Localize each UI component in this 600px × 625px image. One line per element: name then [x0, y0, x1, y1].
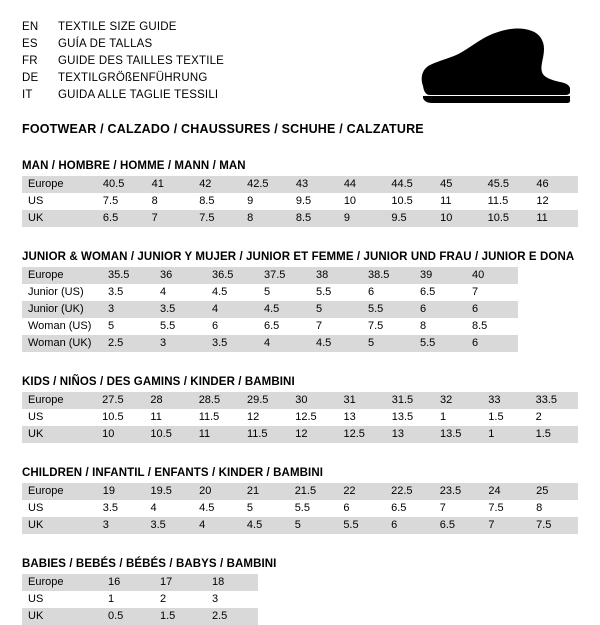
size-cell: 1.5: [482, 409, 529, 426]
size-cell: 21: [241, 483, 289, 500]
size-cell: 8: [530, 500, 578, 517]
size-cell: 2.5: [206, 608, 258, 625]
language-row: [22, 71, 224, 86]
size-cell: 5.5: [289, 500, 338, 517]
size-cell: 6: [466, 301, 518, 318]
size-cell: 9: [241, 193, 290, 210]
size-cell: 2: [530, 409, 578, 426]
table-row: [22, 409, 578, 426]
size-cell: 31.5: [386, 392, 434, 409]
size-cell: 1.5: [530, 426, 578, 443]
size-cell: 40.5: [97, 176, 146, 193]
size-group: [22, 160, 578, 227]
size-group: [22, 467, 578, 534]
size-cell: 42.5: [241, 176, 290, 193]
size-cell: 45: [434, 176, 482, 193]
size-cell: 3.5: [145, 517, 194, 534]
size-cell: 29.5: [241, 392, 289, 409]
size-cell: 5: [289, 517, 338, 534]
size-cell: 44.5: [385, 176, 434, 193]
size-cell: 13: [337, 409, 385, 426]
size-group-title: KIDS / NIÑOS / DES GAMINS / KINDER / BAMBINI: [22, 376, 295, 388]
language-title: GUIDE DES TAILLES TEXTILE: [58, 55, 225, 67]
language-row: [22, 88, 224, 103]
dress-shoe-icon: [382, 22, 572, 108]
size-cell: 9: [338, 210, 386, 227]
size-cell: 19: [97, 483, 145, 500]
table-row: [22, 176, 578, 193]
row-label: Junior (US): [22, 284, 102, 301]
size-cell: 0.5: [102, 608, 154, 625]
size-cell: 3.5: [97, 500, 145, 517]
size-cell: 31: [337, 392, 385, 409]
size-cell: 7.5: [530, 517, 578, 534]
table-row: [22, 335, 518, 352]
row-label: Europe: [22, 574, 102, 591]
size-cell: 44: [338, 176, 386, 193]
size-cell: 12: [530, 193, 578, 210]
size-cell: 10.5: [96, 409, 144, 426]
language-code: ES: [22, 38, 38, 50]
size-cell: 7: [434, 500, 483, 517]
size-cell: 7.5: [97, 193, 146, 210]
size-cell: 6: [362, 284, 414, 301]
size-cell: 11.5: [193, 409, 241, 426]
size-cell: 6: [337, 500, 385, 517]
size-cell: 20: [193, 483, 241, 500]
size-cell: 4: [193, 517, 241, 534]
table-row: [22, 608, 258, 625]
size-cell: 35.5: [102, 267, 154, 284]
size-cell: 39: [414, 267, 466, 284]
size-cell: 1: [482, 426, 529, 443]
size-cell: 4: [154, 284, 206, 301]
size-cell: 8.5: [466, 318, 518, 335]
language-row: [22, 20, 224, 35]
size-cell: 4.5: [241, 517, 289, 534]
language-code: DE: [22, 72, 39, 84]
size-cell: 10.5: [385, 193, 434, 210]
size-cell: 4: [258, 335, 310, 352]
size-cell: 43: [290, 176, 338, 193]
table-row: [22, 392, 578, 409]
size-cell: 38: [310, 267, 362, 284]
size-cell: 11.5: [482, 193, 531, 210]
size-table: [22, 176, 578, 227]
size-cell: 11: [434, 193, 482, 210]
size-cell: 7: [482, 517, 530, 534]
size-group-title: MAN / HOMBRE / HOMME / MANN / MAN: [22, 160, 246, 172]
size-cell: 6: [206, 318, 258, 335]
size-cell: 7: [310, 318, 362, 335]
language-row: [22, 54, 224, 69]
size-cell: 4.5: [193, 500, 241, 517]
language-title: TEXTILGRÖßENFÜHRUNG: [58, 72, 208, 84]
row-label: Europe: [22, 176, 97, 193]
size-cell: 33.5: [530, 392, 578, 409]
size-cell: 4: [206, 301, 258, 318]
size-cell: 10.5: [144, 426, 192, 443]
size-cell: 2: [154, 591, 206, 608]
row-label: Europe: [22, 483, 97, 500]
size-table: [22, 483, 578, 534]
table-row: [22, 426, 578, 443]
size-cell: 25: [530, 483, 578, 500]
row-label: Woman (UK): [22, 335, 102, 352]
size-cell: 4.5: [258, 301, 310, 318]
size-group: [22, 558, 578, 625]
language-title: TEXTILE SIZE GUIDE: [58, 21, 177, 33]
size-table: [22, 392, 578, 443]
size-group-title: CHILDREN / INFANTIL / ENFANTS / KINDER / BAMBINI: [22, 467, 324, 479]
size-cell: 5.5: [154, 318, 206, 335]
size-cell: 32: [434, 392, 482, 409]
size-cell: 28.5: [193, 392, 241, 409]
size-cell: 38.5: [362, 267, 414, 284]
size-cell: 3: [154, 335, 206, 352]
size-cell: 5: [258, 284, 310, 301]
size-cell: 9.5: [290, 193, 338, 210]
size-cell: 4.5: [206, 284, 258, 301]
size-cell: 5.5: [362, 301, 414, 318]
size-cell: 27.5: [96, 392, 144, 409]
row-label: UK: [22, 426, 96, 443]
size-cell: 42: [193, 176, 241, 193]
row-label: US: [22, 500, 97, 517]
size-cell: 3: [97, 517, 145, 534]
size-cell: 28: [144, 392, 192, 409]
size-cell: 6.5: [97, 210, 146, 227]
size-cell: 9.5: [385, 210, 434, 227]
table-row: [22, 483, 578, 500]
language-code: EN: [22, 21, 39, 33]
size-cell: 10: [96, 426, 144, 443]
size-cell: 16: [102, 574, 154, 591]
size-cell: 10: [338, 193, 386, 210]
table-row: [22, 284, 518, 301]
size-cell: 3.5: [154, 301, 206, 318]
size-cell: 18: [206, 574, 258, 591]
row-label: Junior (UK): [22, 301, 102, 318]
row-label: Europe: [22, 392, 96, 409]
row-label: Europe: [22, 267, 102, 284]
size-cell: 11: [530, 210, 578, 227]
size-cell: 30: [289, 392, 337, 409]
language-list: [22, 18, 224, 103]
size-cell: 6.5: [385, 500, 434, 517]
size-cell: 5: [310, 301, 362, 318]
size-cell: 8: [241, 210, 290, 227]
size-cell: 37.5: [258, 267, 310, 284]
size-cell: 8: [146, 193, 194, 210]
page-header: [22, 18, 578, 108]
size-cell: 5.5: [337, 517, 385, 534]
size-cell: 45.5: [482, 176, 531, 193]
size-cell: 12.5: [337, 426, 385, 443]
size-cell: 46: [530, 176, 578, 193]
size-cell: 10.5: [482, 210, 531, 227]
size-cell: 6.5: [434, 517, 483, 534]
size-cell: 3: [102, 301, 154, 318]
table-row: [22, 210, 578, 227]
size-cell: 5: [102, 318, 154, 335]
table-row: [22, 267, 518, 284]
size-group-title: BABIES / BEBÉS / BÉBÉS / BABYS / BAMBINI: [22, 558, 277, 570]
size-cell: 12: [241, 409, 289, 426]
size-cell: 13.5: [434, 426, 482, 443]
size-cell: 3: [206, 591, 258, 608]
size-cell: 21.5: [289, 483, 338, 500]
size-cell: 22.5: [385, 483, 434, 500]
size-cell: 33: [482, 392, 529, 409]
size-cell: 7: [146, 210, 194, 227]
language-title: GUIDA ALLE TAGLIE TESSILI: [58, 89, 219, 101]
size-cell: 12: [289, 426, 337, 443]
row-label: US: [22, 409, 96, 426]
size-cell: 36.5: [206, 267, 258, 284]
language-code: FR: [22, 55, 38, 67]
table-row: [22, 500, 578, 517]
size-group: [22, 376, 578, 443]
size-cell: 6.5: [414, 284, 466, 301]
size-cell: 41: [146, 176, 194, 193]
table-row: [22, 301, 518, 318]
size-cell: 1: [434, 409, 482, 426]
row-label: UK: [22, 210, 97, 227]
size-cell: 8: [414, 318, 466, 335]
page-title: FOOTWEAR / CALZADO / CHAUSSURES / SCHUHE / CALZATURE: [22, 122, 424, 136]
language-code: IT: [22, 89, 33, 101]
size-cell: 10: [434, 210, 482, 227]
size-cell: 7.5: [482, 500, 530, 517]
table-row: [22, 193, 578, 210]
size-cell: 17: [154, 574, 206, 591]
size-cell: 11.5: [241, 426, 289, 443]
size-cell: 13: [386, 426, 434, 443]
row-label: UK: [22, 608, 102, 625]
size-cell: 40: [466, 267, 518, 284]
row-label: US: [22, 591, 102, 608]
size-cell: 3.5: [206, 335, 258, 352]
table-row: [22, 517, 578, 534]
size-cell: 6: [385, 517, 434, 534]
table-row: [22, 574, 258, 591]
size-cell: 5.5: [310, 284, 362, 301]
row-label: US: [22, 193, 97, 210]
size-cell: 5: [362, 335, 414, 352]
size-cell: 13.5: [386, 409, 434, 426]
table-row: [22, 318, 518, 335]
size-cell: 36: [154, 267, 206, 284]
size-cell: 22: [337, 483, 385, 500]
size-cell: 1.5: [154, 608, 206, 625]
language-title: GUÍA DE TALLAS: [58, 38, 153, 50]
size-cell: 6: [466, 335, 518, 352]
size-cell: 7.5: [362, 318, 414, 335]
row-label: Woman (US): [22, 318, 102, 335]
size-cell: 4.5: [310, 335, 362, 352]
language-row: [22, 37, 224, 52]
size-cell: 23.5: [434, 483, 483, 500]
size-cell: 7: [466, 284, 518, 301]
size-cell: 2.5: [102, 335, 154, 352]
size-table: [22, 267, 518, 352]
size-cell: 7.5: [193, 210, 241, 227]
size-cell: 11: [193, 426, 241, 443]
size-cell: 6: [414, 301, 466, 318]
size-group: [22, 251, 578, 352]
size-cell: 8.5: [193, 193, 241, 210]
size-cell: 12.5: [289, 409, 337, 426]
size-cell: 11: [144, 409, 192, 426]
tables-container: [22, 160, 578, 625]
row-label: UK: [22, 517, 97, 534]
size-cell: 4: [145, 500, 194, 517]
size-cell: 24: [482, 483, 530, 500]
size-cell: 1: [102, 591, 154, 608]
size-cell: 3.5: [102, 284, 154, 301]
size-group-title: JUNIOR & WOMAN / JUNIOR Y MUJER / JUNIOR ET FEMME / JUNIOR UND FRAU / JUNIOR E DONA: [22, 251, 575, 263]
size-cell: 8.5: [290, 210, 338, 227]
size-cell: 5: [241, 500, 289, 517]
size-cell: 19.5: [145, 483, 194, 500]
size-cell: 5.5: [414, 335, 466, 352]
size-cell: 6.5: [258, 318, 310, 335]
